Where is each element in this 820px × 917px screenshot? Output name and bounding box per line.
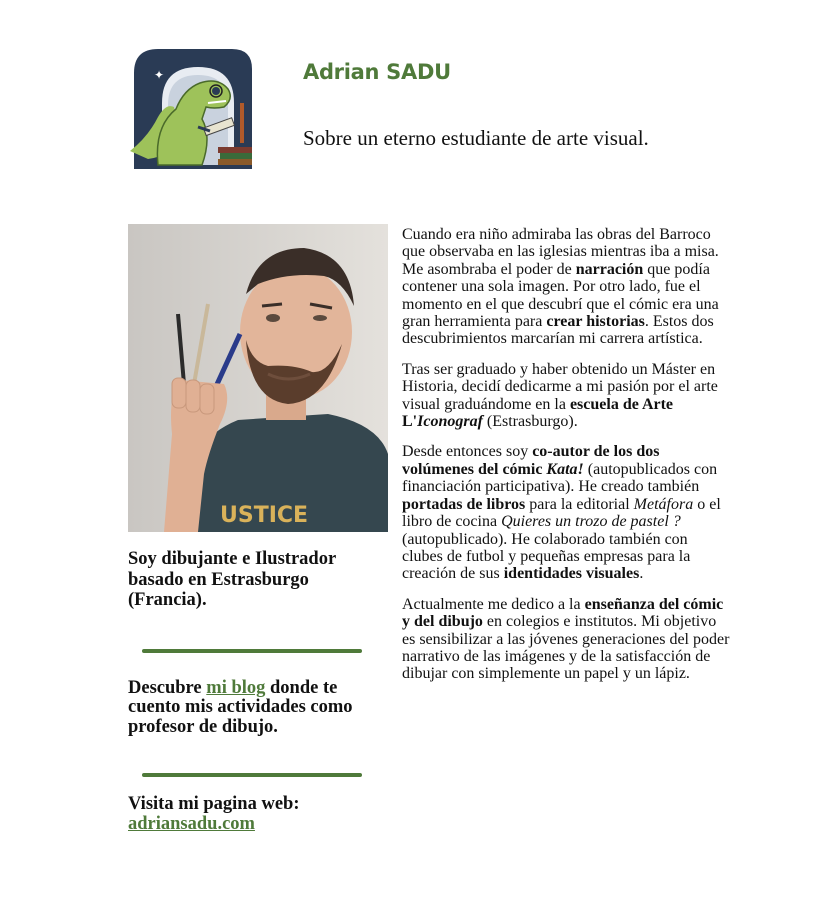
about-paragraph-3: Desde entonces soy co-autor de los dos volúmenes del cómic Kata! (autopublicados con financiación participativa). He creado también portadas de libros para la editorial Metáfora o el libro de cocina Quieres un trozo de pastel ? (autopublicado). He colaborado también con clubes de futbol y pequeñas empresas para la creación de sus identidades visuales. [402, 443, 721, 583]
sidebar [128, 549, 390, 834]
svg-text:✦: ✦ [154, 68, 165, 82]
portrait-photo [128, 224, 388, 532]
divider [142, 773, 362, 777]
about-text [402, 226, 732, 696]
bio-title: Soy dibujante e Ilustrador basado en Estrasburgo (Francia). [128, 549, 336, 610]
website-link[interactable]: adriansadu.com [128, 814, 255, 834]
website-paragraph [128, 794, 390, 834]
site-title: Adrian SADU [303, 60, 451, 84]
about-paragraph-1: Cuando era niño admiraba las obras del Barroco que observaba en las iglesias mientras iba a misa. Me asombraba el poder de narración que podía contener una sola imagen. Por otro lado, fue el momento en el que descubrí que el cómic era una gran herramienta para crear historias. Estos dos descubrimientos marcarían mi carrera artística. [402, 226, 719, 348]
about-paragraph-2: Tras ser graduado y haber obtenido un Máster en Historia, decidí dedicarme a mi pasión por el arte visual graduándome en la escuela de Arte L'Iconograf (Estrasburgo). [402, 360, 718, 431]
blog-paragraph: Descubre mi blog donde te cuento mis actividades como profesor de dibujo. [128, 677, 353, 737]
divider [142, 649, 362, 653]
dinosaur-logo [128, 47, 258, 171]
blog-link[interactable]: mi blog [206, 677, 266, 698]
shirt-print: USTICE [220, 503, 309, 528]
tagline: Sobre un eterno estudiante de arte visual. [303, 126, 649, 150]
about-paragraph-4: Actualmente me dedico a la enseñanza del cómic y del dibujo en colegios e institutos. Mi objetivo es sensibilizar a las jóvenes generaciones del poder narrativo de las imágenes y de la satisfacción de dibujar con simplemente un papel y un lápiz. [402, 595, 730, 683]
website-label: Visita mi pagina web: [128, 794, 300, 814]
